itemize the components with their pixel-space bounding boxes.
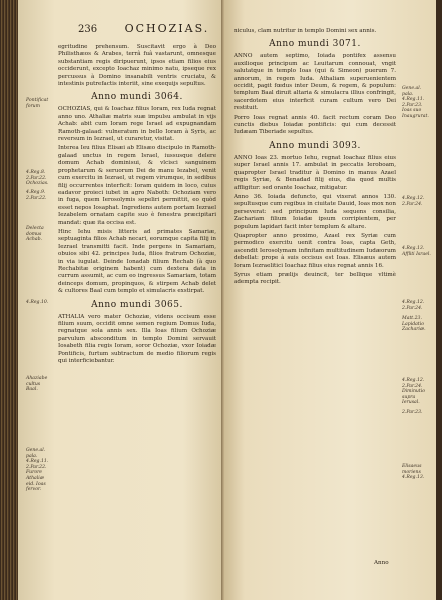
paragraph: niculus, clam nutritur in templo Domini sex annis.	[234, 28, 377, 34]
right-page	[224, 0, 436, 600]
year-heading: Anno mundi 3065.	[91, 299, 183, 310]
margin-note: 4.Reg.10.	[26, 300, 49, 305]
paragraph: Syrus etiam prælijs deuincit, ter bellique vltimè adempta recipit.	[234, 271, 396, 286]
year-heading: Anno mundi 3071.	[269, 39, 361, 50]
margin-note: Ahaziabe cultus Baal.	[26, 376, 48, 393]
paragraph: ATHALIA vero mater Ochoziæ, videns occisum esse filium suum, occidit omne semen regium Domus Iuda, regnatque sola annis sex. Illa Ioas filium Ochoziæ parvulum absconditum in templo Domini servauit Iosabeth filia regis Ioram, soror Ochoziæ, vxor Ioiadæ Pontificis, furtum subtractum de medio filiorum regis qui interficiebantur.	[58, 313, 216, 365]
margin-note: 4.Reg.9. 2.Par.22.	[26, 190, 47, 201]
margin-note: 4.Reg.12. 2.Par.24.	[402, 300, 425, 311]
margin-note: 2.Par.23.	[402, 410, 423, 415]
margin-note: Gene.al. pala. 4.Reg.11. 2.Par.23. Ioas suo Inaugrurat.	[402, 86, 429, 119]
page-edges-right	[436, 0, 442, 600]
margin-note: Gene.al. pala. 4.Reg.11. 2.Par.22. Furore Athaliæ eid. Ioas fervor.	[26, 448, 49, 493]
paragraph: OCHOZIAS, qui & Ioachaz filius Ioram, rex Iuda regnat anno uno. Athaliæ matris suæ impulsu ambulat in vijs Achab: abit cum Ioram rege Israel ad expugnandam Ramoth-galaad: vulneratum in bello Ioram à Syris, ac reversum in Iezrael, ut curaretur, visitat.	[58, 106, 216, 143]
page-number: 236	[78, 24, 98, 35]
paragraph: ANNO Ioas 23. mortuo Iehu, regnat Ioachaz filius eius super Israel annis 17. ambulat in peccatis Ieroboam, quapropter Israel traditur à Domino in manus Azael regis Syriæ, & Benadad filij eius, dia quod multis affligitur: sed orante Ioachaz, mitigatur.	[234, 154, 396, 191]
paragraph: Anno 36. Ioiada defuncto, qui vixerat annos 130. sepultusque cum regibus in ciuitate Dauid, Ioas mox non perseverat: sed principum Iuda sequens consilia, Zachariam filium Ioiadæ ipsum corripientem, per populum lapidari facit inter templum & altare.	[234, 193, 396, 230]
paragraph: Hinc Iehu misis litteris ad primates Samariæ, septuaginta filios Achab necari, eorumque capita filij in Iezrael transmitti facit. Inde pergens in Samariam, obuios sibi 42. principes Iuda, filios fratrum Ochoziæ, in via iugulat. Deinde Ionadab filium Rechab (à quo Rechabitæ originem habent) cum dextera data in currum assumit, ac cum eo ingressus Samariam, totam deinceps domum, propinquos, & stirpem Achab delet & cultores Baal cum templo et simulacris exstirpat.	[58, 228, 216, 295]
paragraph: Interea Ieu filius Elisæi ab Elisæo discipulo in Ramoth-galaad unctus in regem Israel, iussusque delere domum Achab dominisui, & vlcisci sanguinem prophetarum & seruorum Dei de manu Iezabel, venit cum exercitu in Iezrael, ut regem virumque, in sedibus filij occurrentes interficit: Ioram quidem in loco, cuius eadavor proieci iubet in agro Naboth: Ochoziam vero in fuga, quem Ierosolymis sepeliri permittit, eo quòd esset nepos Iosaphat. Ingrediens autem portam Iezrael Iezabelem ornatam capite suo è fenestra præcipitari mandat: quæ ita occisa est.	[58, 145, 216, 226]
margin-note: Elisaeus moriens 4.Reg.13.	[402, 464, 425, 481]
page-edges-left	[0, 0, 18, 600]
margin-note: 4.Reg.8. 2.Par.22. Ochozias.	[26, 170, 49, 187]
paragraph: egritudine prehensum. Suscitavit ergo à Deo Philisthæos & Arabes, terrâ fuâ vastarunt, omnesque substantiam regis diripuerunt, ipsos etiam filios eius occiderunt, excepto Ioachaz minimo natu, ipseque rex percussus à Domino insanabili ventris cruciatu, & intestinis putrefactis interiit, sine exequijs sepultus.	[58, 44, 216, 88]
paragraph: ANNO autem septimo, Ioiada pontifex assensu auxilioque principum ac Leuitarum connouat, vngit salutatque in templo Ioas (qui & Simeon) puerum 7. annorum, in regem Iuda. Athaliam superuenientem occidit, pagit fœdus inter Deum, & regem, & populum: templum Baal diruit altaria & simulacra illius confringit, sacerdotem eius interficit curam cultum vero Dei restituit.	[234, 53, 396, 112]
right-text-column	[234, 28, 396, 289]
paragraph: Porro Ioas regnat annis 40. facit rectum coram Deo cunctis diebus Ioiadæ pontificis: qui cum decessit Iudæam Tiberiade sepultus.	[234, 114, 396, 136]
left-text-column	[58, 44, 216, 367]
paragraph: Quapropter anno proximo, Azael rex Syriæ cum permodico exercitu uenit contra Ioas, capta Geth, ascendit Ierosolymam infinitam multitudinem Iudæorum debellat: prope à suis occisus est Ioas. Elisæus autem Ioram Iezraelitici Ioachaz filius eius regnat annis 16.	[234, 232, 396, 269]
margin-note: 4.Reg.12. 2.Par.24.	[402, 196, 425, 207]
margin-note: Pontificat forum	[26, 98, 49, 109]
year-heading: Anno mundi 3064.	[91, 92, 183, 103]
margin-note: 4.Reg.12. 2.Par.24. Diminutio supra Ierusal.	[402, 378, 425, 406]
year-heading: Anno mundi 3093.	[269, 140, 361, 151]
margin-note: 4.Reg.13. Affliti Israel.	[402, 246, 431, 257]
margin-note: Matt.23. Lapidatio Zachariæ.	[402, 316, 426, 333]
running-title: OCHOZIAS.	[124, 22, 210, 35]
catchword: Anno	[374, 560, 389, 566]
left-page	[18, 0, 224, 600]
left-running-head	[78, 22, 224, 35]
margin-note: Delecta domus Achab.	[26, 226, 44, 243]
